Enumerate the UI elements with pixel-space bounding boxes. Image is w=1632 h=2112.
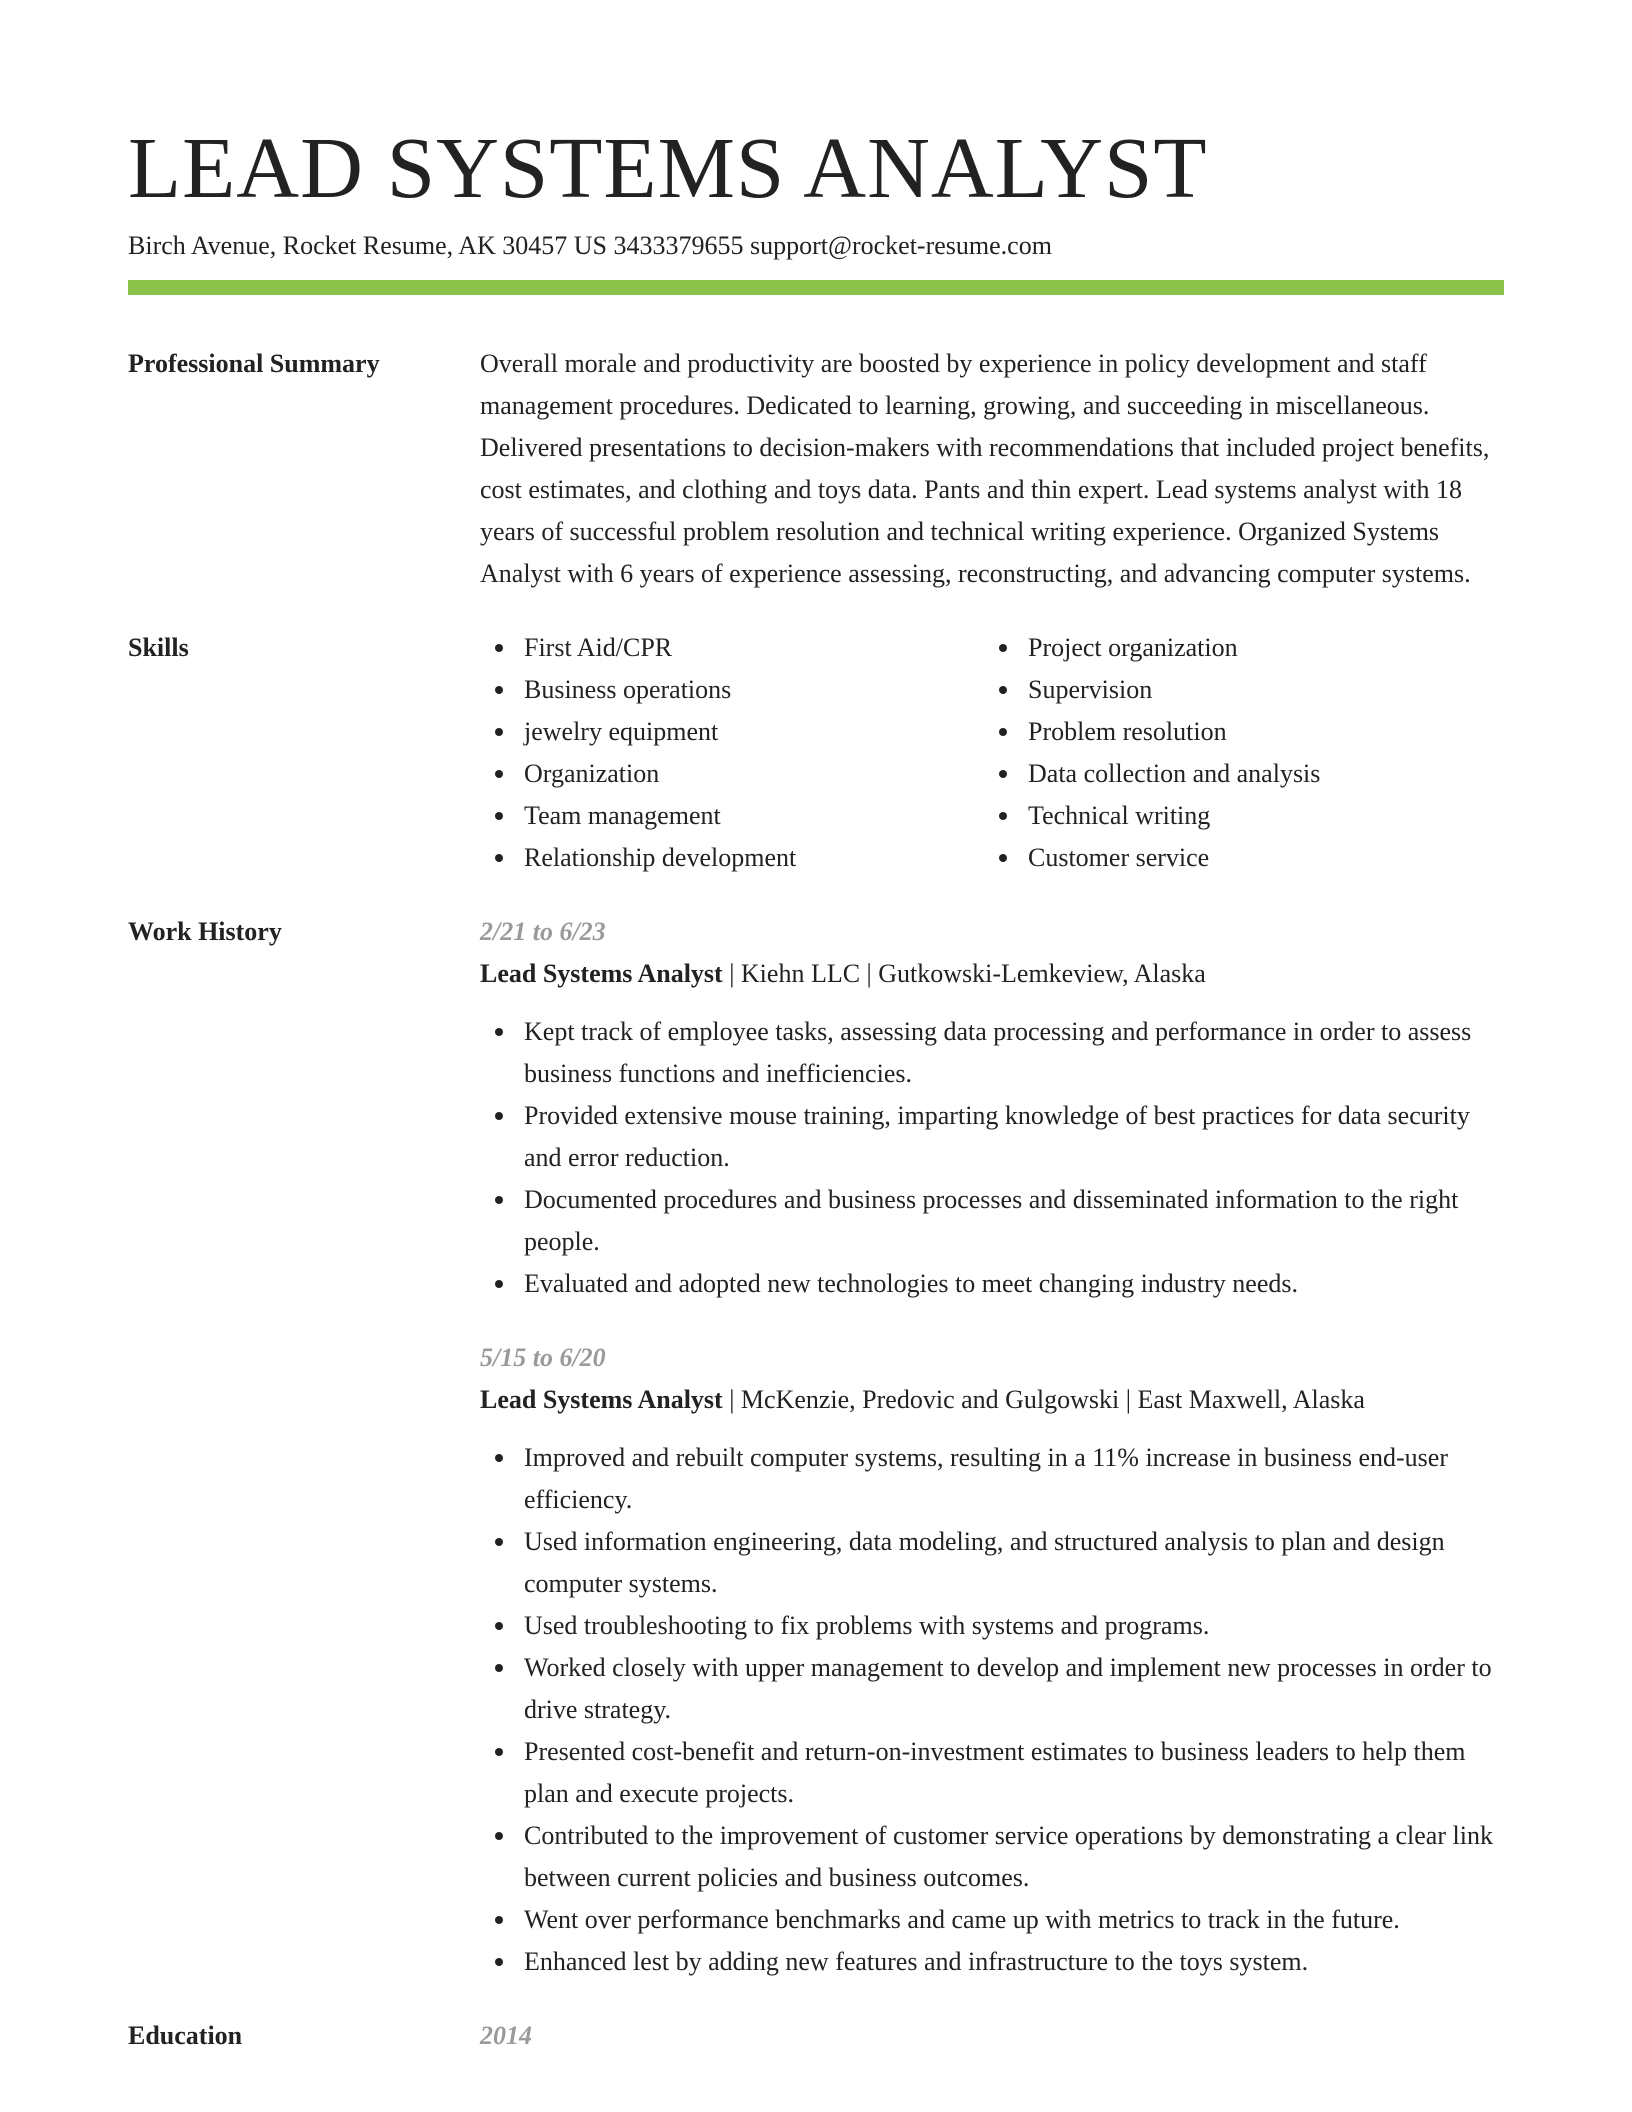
job-title: Lead Systems Analyst: [480, 1385, 723, 1414]
job-details: | McKenzie, Predovic and Gulgowski | East Maxwell, Alaska: [722, 1385, 1365, 1414]
job-details: | Kiehn LLC | Gutkowski-Lemkeview, Alaska: [722, 959, 1206, 988]
header-divider: [128, 280, 1504, 295]
skills-heading: Skills: [128, 633, 189, 662]
job-bullet: Improved and rebuilt computer systems, resulting in a 11% increase in business end-user efficiency.: [480, 1437, 1504, 1521]
resume-page: [128, 118, 1504, 2057]
job-bullet: Presented cost-benefit and return-on-investment estimates to business leaders to help them plan and execute projects.: [480, 1731, 1504, 1815]
skill-item: Team management: [480, 795, 984, 837]
job-bullet: Went over performance benchmarks and came up with metrics to track in the future.: [480, 1899, 1504, 1941]
work-history-section: [128, 911, 1504, 1983]
job-bullet: Worked closely with upper management to develop and implement new processes in order to drive strategy.: [480, 1647, 1504, 1731]
job-bullet: Evaluated and adopted new technologies to meet changing industry needs.: [480, 1263, 1504, 1305]
skill-item: Supervision: [984, 669, 1488, 711]
education-heading: Education: [128, 2021, 243, 2050]
job-dates: 5/15 to 6/20: [480, 1343, 606, 1372]
skills-column-left: [480, 627, 984, 879]
skills-list-right: [984, 627, 1488, 879]
skill-item: Relationship development: [480, 837, 984, 879]
job-bullet-list: [480, 1437, 1504, 1983]
job-entry: [480, 1337, 1504, 1983]
job-title-line: [480, 1379, 1504, 1421]
resume-name: LEAD SYSTEMS ANALYST: [128, 119, 1208, 216]
skill-item: Business operations: [480, 669, 984, 711]
contact-line: Birch Avenue, Rocket Resume, AK 30457 US 3433379655 support@rocket-resume.com: [128, 231, 1052, 260]
job-bullet: Provided extensive mouse training, imparting knowledge of best practices for data security and error reduction.: [480, 1095, 1504, 1179]
skill-item: Customer service: [984, 837, 1488, 879]
summary-text: Overall morale and productivity are boosted by experience in policy development and staff management procedures. Dedicated to learning, growing, and succeeding in miscellaneous. Delivered presentations to decision-makers with recommendations that included project benefits, cost estimates, and clothing and toys data. Pants and thin expert. Lead systems analyst with 18 years of successful problem resolution and technical writing experience. Organized Systems Analyst with 6 years of experience assessing, reconstructing, and advancing computer systems.: [480, 349, 1490, 588]
skill-item: Technical writing: [984, 795, 1488, 837]
summary-section: [128, 343, 1504, 595]
job-dates: 2/21 to 6/23: [480, 917, 606, 946]
skill-item: Organization: [480, 753, 984, 795]
job-bullet-list: [480, 1011, 1504, 1305]
job-title: Lead Systems Analyst: [480, 959, 723, 988]
skill-item: Data collection and analysis: [984, 753, 1488, 795]
skills-column-right: [984, 627, 1488, 879]
education-section: [128, 2015, 1504, 2057]
skills-columns: [480, 627, 1504, 879]
skill-item: Problem resolution: [984, 711, 1488, 753]
job-bullet: Used troubleshooting to fix problems with systems and programs.: [480, 1605, 1504, 1647]
job-bullet: Kept track of employee tasks, assessing data processing and performance in order to assess business functions and inefficiencies.: [480, 1011, 1504, 1095]
work-history-heading: Work History: [128, 917, 282, 946]
job-bullet: Documented procedures and business processes and disseminated information to the right people.: [480, 1179, 1504, 1263]
skill-item: jewelry equipment: [480, 711, 984, 753]
job-bullet: Used information engineering, data modeling, and structured analysis to plan and design computer systems.: [480, 1521, 1504, 1605]
job-bullet: Enhanced lest by adding new features and infrastructure to the toys system.: [480, 1941, 1504, 1983]
job-title-line: [480, 953, 1504, 995]
skill-item: Project organization: [984, 627, 1488, 669]
job-bullet: Contributed to the improvement of customer service operations by demonstrating a clear link between current policies and business outcomes.: [480, 1815, 1504, 1899]
summary-heading: Professional Summary: [128, 349, 380, 378]
job-entry: [480, 911, 1504, 1305]
skills-section: [128, 627, 1504, 879]
skills-list-left: [480, 627, 984, 879]
skill-item: First Aid/CPR: [480, 627, 984, 669]
education-date: 2014: [480, 2021, 532, 2050]
